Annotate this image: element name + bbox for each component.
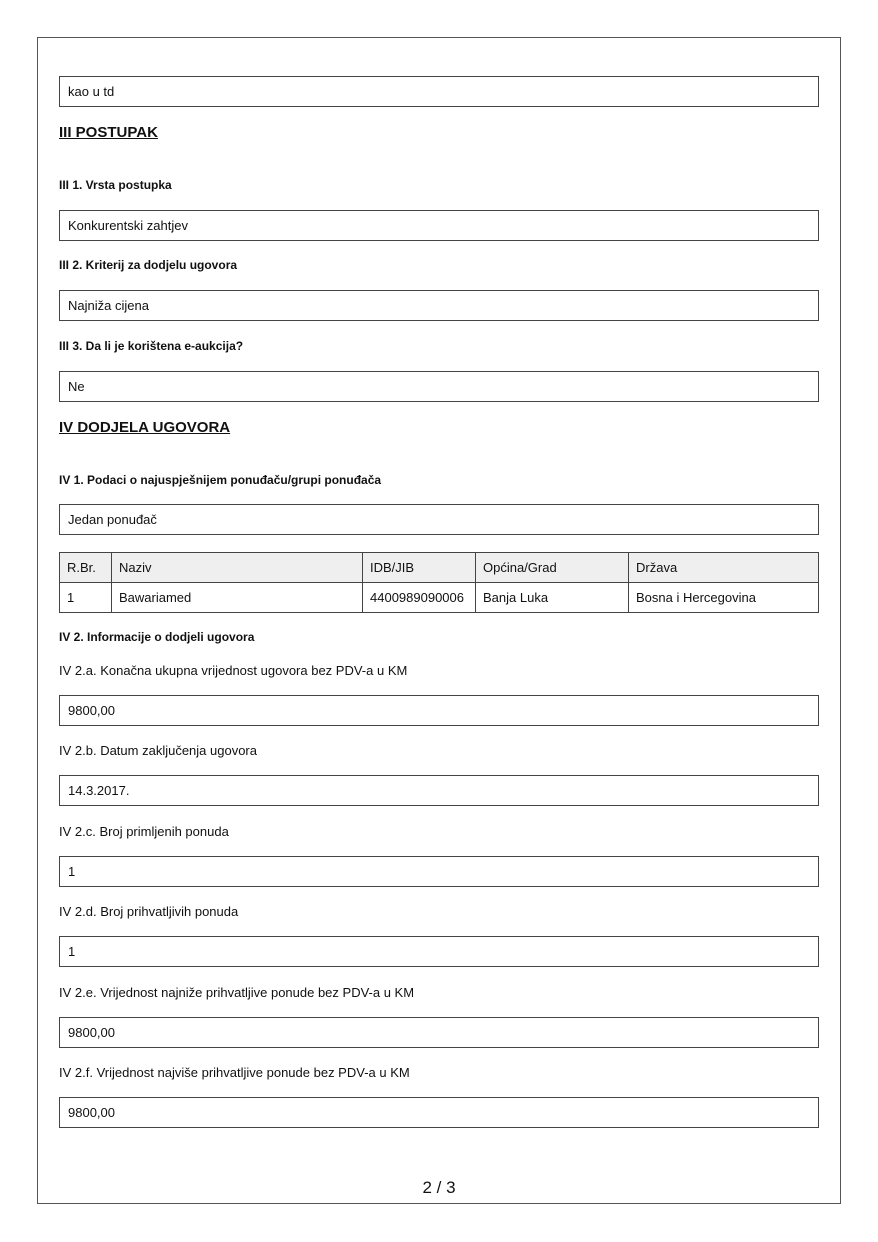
table-header-row: [60, 553, 819, 583]
cell-idb: 4400989090006: [363, 583, 476, 613]
q4-2d-value: 1: [59, 936, 819, 967]
q4-1-value: Jedan ponuđač: [59, 504, 819, 535]
q4-2-label: IV 2. Informacije o dodjeli ugovora: [59, 630, 255, 644]
q4-2c-label: IV 2.c. Broj primljenih ponuda: [59, 824, 229, 839]
q4-2f-label: IV 2.f. Vrijednost najviše prihvatljive ponude bez PDV-a u KM: [59, 1065, 410, 1080]
col-header-naziv: Naziv: [112, 553, 363, 583]
q4-2c-value: 1: [59, 856, 819, 887]
q4-2e-value: 9800,00: [59, 1017, 819, 1048]
q3-2-label: III 2. Kriterij za dodjelu ugovora: [59, 258, 238, 272]
q4-2d-label: IV 2.d. Broj prihvatljivih ponuda: [59, 904, 239, 919]
col-header-opcina: Općina/Grad: [476, 553, 629, 583]
q4-2a-label: IV 2.a. Konačna ukupna vrijednost ugovora bez PDV-a u KM: [59, 663, 408, 678]
cell-naziv: Bawariamed: [112, 583, 363, 613]
q4-2a-value: 9800,00: [59, 695, 819, 726]
q4-2e-label: IV 2.e. Vrijednost najniže prihvatljive ponude bez PDV-a u KM: [59, 985, 415, 1000]
cell-rbr: 1: [60, 583, 112, 613]
q4-2b-value: 14.3.2017.: [59, 775, 819, 806]
top-value-box: kao u td: [59, 76, 819, 107]
q3-3-value: Ne: [59, 371, 819, 402]
q4-2f-value: 9800,00: [59, 1097, 819, 1128]
cell-drzava: Bosna i Hercegovina: [629, 583, 819, 613]
q3-1-value: Konkurentski zahtjev: [59, 210, 819, 241]
q3-1-label: III 1. Vrsta postupka: [59, 178, 172, 192]
section-4-title: IV DODJELA UGOVORA: [59, 419, 231, 436]
cell-opcina: Banja Luka: [476, 583, 629, 613]
q3-2-value: Najniža cijena: [59, 290, 819, 321]
q3-3-label: III 3. Da li je korištena e-aukcija?: [59, 339, 244, 353]
col-header-drzava: Država: [629, 553, 819, 583]
col-header-idb: IDB/JIB: [363, 553, 476, 583]
bidder-table: [59, 552, 819, 613]
section-3-title: III POSTUPAK: [59, 124, 158, 141]
col-header-rbr: R.Br.: [60, 553, 112, 583]
page-number: 2 / 3: [422, 1178, 456, 1197]
q4-1-label: IV 1. Podaci o najuspješnijem ponuđaču/grupi ponuđača: [59, 473, 382, 487]
q4-2b-label: IV 2.b. Datum zaključenja ugovora: [59, 743, 257, 758]
table-row: [60, 583, 819, 613]
